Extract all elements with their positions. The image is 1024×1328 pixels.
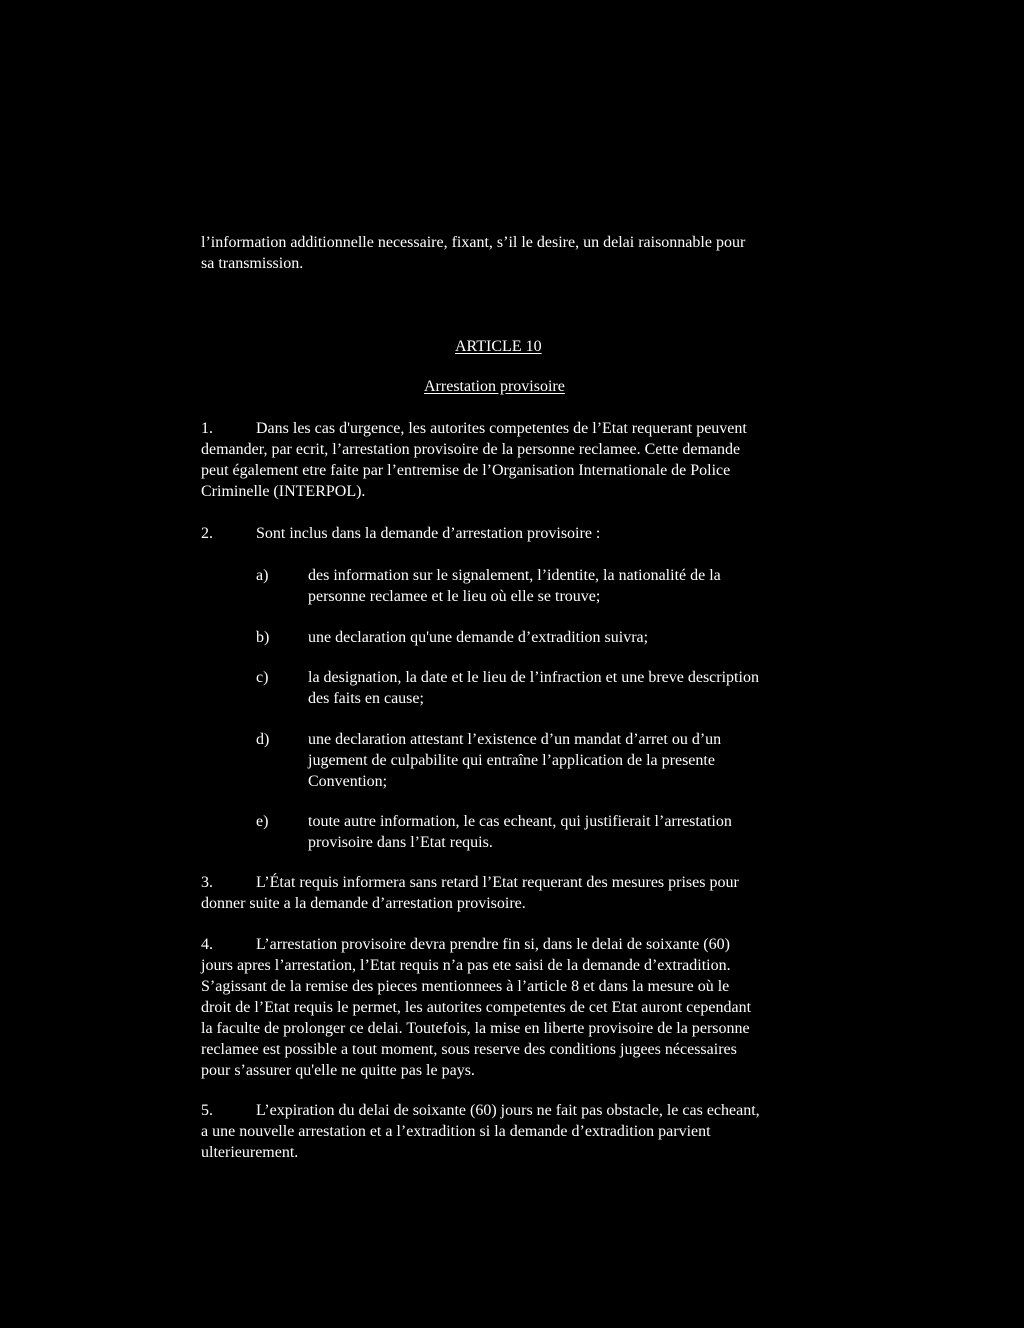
item-d-label: d) [256, 731, 270, 748]
intro-line-2: sa transmission. [201, 255, 304, 272]
p1-line-3: peut également etre faite par l’entremise de l’Organisation Internationale de Police [201, 462, 731, 479]
item-a-line-1: des information sur le signalement, l’identite, la nationalité de la [308, 567, 721, 584]
p2-intro: Sont inclus dans la demande d’arrestation provisoire : [256, 525, 601, 542]
p1-number: 1. [201, 420, 213, 437]
p4-line-1: L’arrestation provisoire devra prendre fin si, dans le delai de soixante (60) [256, 936, 730, 953]
item-c-label: c) [256, 669, 269, 686]
p1-line-2: demander, par ecrit, l’arrestation provisoire de la personne reclamee. Cette demande [201, 441, 741, 458]
item-e-label: e) [256, 813, 269, 830]
p2-number: 2. [201, 525, 213, 542]
p3-line-1: L’État requis informera sans retard l’Etat requerant des mesures prises pour [256, 874, 739, 891]
p1-line-4: Criminelle (INTERPOL). [201, 483, 366, 500]
article-subtitle: Arrestation provisoire [424, 378, 565, 395]
item-d-line-3: Convention; [308, 773, 388, 790]
p5-line-3: ulterieurement. [201, 1144, 299, 1161]
p5-line-1: L’expiration du delai de soixante (60) jours ne fait pas obstacle, le cas echeant, [256, 1102, 760, 1119]
p4-line-7: pour s’assurer qu'elle ne quitte pas le pays. [201, 1062, 475, 1079]
p3-number: 3. [201, 874, 213, 891]
item-b-line-1: une declaration qu'une demande d’extradition suivra; [308, 629, 649, 646]
item-a-line-2: personne reclamee et le lieu où elle se trouve; [308, 588, 601, 605]
item-e-line-2: provisoire dans l’Etat requis. [308, 834, 493, 851]
item-e-line-1: toute autre information, le cas echeant, qui justifierait l’arrestation [308, 813, 732, 830]
p4-line-4: droit de l’Etat requis le permet, les autorites competentes de cet Etat auront cependant [201, 999, 752, 1016]
item-b-label: b) [256, 629, 270, 646]
item-c-line-2: des faits en cause; [308, 690, 424, 707]
item-c-line-1: la designation, la date et le lieu de l’infraction et une breve description [308, 669, 759, 686]
item-a-label: a) [256, 567, 269, 584]
p4-line-5: la faculte de prolonger ce delai. Toutefois, la mise en liberte provisoire de la personne [201, 1020, 750, 1037]
p4-number: 4. [201, 936, 213, 953]
p5-number: 5. [201, 1102, 213, 1119]
p4-line-3: S’agissant de la remise des pieces mentionnees à l’article 8 et dans la mesure où le [201, 978, 730, 995]
item-d-line-2: jugement de culpabilite qui entraîne l’application de la presente [308, 752, 715, 769]
p4-line-2: jours apres l’arrestation, l’Etat requis n’a pas ete saisi de la demande d’extradition. [201, 957, 731, 974]
item-d-line-1: une declaration attestant l’existence d’un mandat d’arret ou d’un [308, 731, 722, 748]
intro-line-1: l’information additionnelle necessaire, fixant, s’il le desire, un delai raisonnable pour [201, 234, 746, 251]
p3-line-2: donner suite a la demande d’arrestation provisoire. [201, 895, 526, 912]
article-title: ARTICLE 10 [455, 338, 542, 355]
p4-line-6: reclamee est possible a tout moment, sous reserve des conditions jugees nécessaires [201, 1041, 737, 1058]
p1-line-1: Dans les cas d'urgence, les autorites competentes de l’Etat requerant peuvent [256, 420, 747, 437]
p5-line-2: a une nouvelle arrestation et a l’extradition si la demande d’extradition parvient [201, 1123, 711, 1140]
